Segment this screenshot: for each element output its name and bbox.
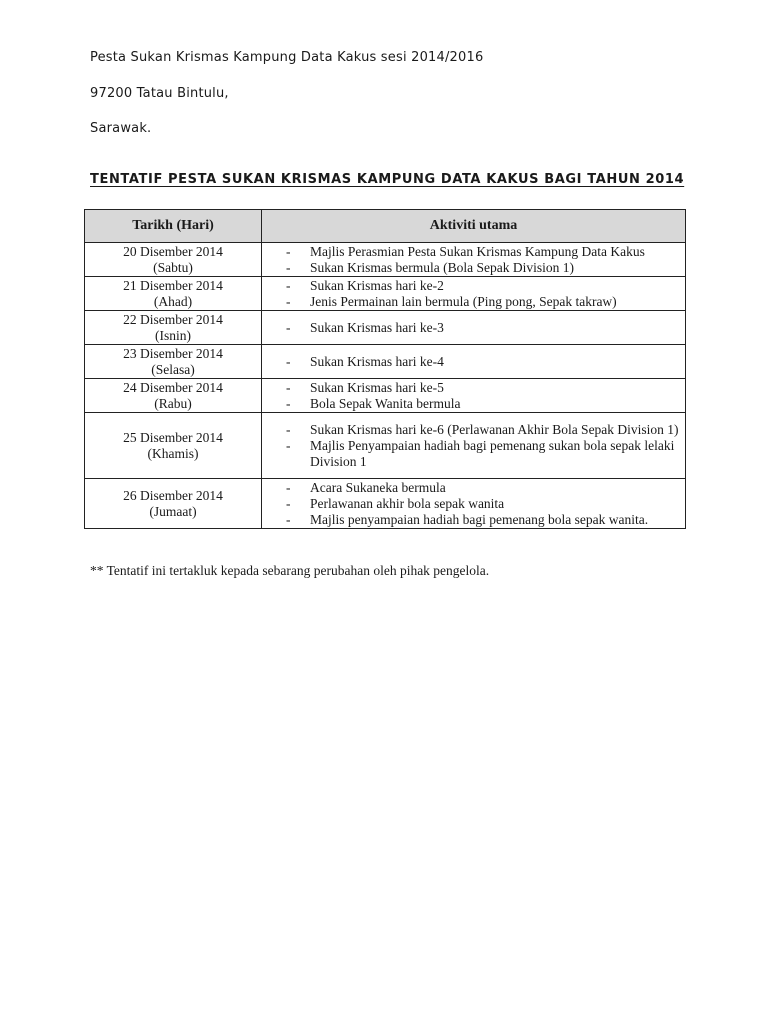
activity-text: Acara Sukaneka bermula	[310, 479, 446, 495]
activity-text: Sukan Krismas bermula (Bola Sepak Division 1)	[310, 259, 574, 275]
activity-text: Majlis Perasmian Pesta Sukan Krismas Kampung Data Kakus	[310, 243, 645, 259]
activity-list	[262, 380, 685, 412]
day-text: (Selasa)	[151, 361, 195, 377]
activity-text: Jenis Permainan lain bermula (Ping pong, Sepak takraw)	[310, 293, 617, 309]
day-text: (Ahad)	[153, 293, 193, 309]
header-line-postcode: 97200 Tatau Bintulu,	[90, 86, 229, 101]
dash-bullet: -	[286, 277, 291, 293]
day-text: (Rabu)	[154, 395, 192, 411]
table-row	[85, 243, 686, 277]
date-cell	[85, 277, 262, 311]
activity-text: Majlis penyampaian hadiah bagi pemenang bola sepak wanita.	[310, 511, 649, 527]
activity-item	[262, 294, 685, 310]
date-text: 23 Disember 2014	[123, 345, 223, 361]
day-text: (Khamis)	[147, 445, 199, 461]
footnote: ** Tentatif ini tertakluk kepada sebarang perubahan oleh pihak pengelola.	[90, 563, 490, 578]
table-header-row	[85, 210, 686, 243]
activities-cell	[262, 379, 686, 413]
day-text: (Jumaat)	[149, 503, 197, 519]
date-cell	[85, 311, 262, 345]
header-line-state: Sarawak.	[90, 121, 152, 136]
dash-bullet: -	[286, 421, 291, 437]
activity-item	[262, 380, 685, 396]
activities-cell	[262, 243, 686, 277]
date-text: 22 Disember 2014	[123, 311, 223, 327]
activity-item	[262, 396, 685, 412]
date-text: 25 Disember 2014	[123, 429, 223, 445]
header-line-event: Pesta Sukan Krismas Kampung Data Kakus sesi 2014/2016	[90, 50, 484, 65]
date-cell	[85, 345, 262, 379]
day-text: (Sabtu)	[153, 259, 193, 275]
table-row	[85, 277, 686, 311]
activity-text: Bola Sepak Wanita bermula	[310, 395, 461, 411]
dash-bullet: -	[286, 243, 291, 259]
activity-list	[262, 354, 685, 370]
dash-bullet: -	[286, 353, 291, 369]
dash-bullet: -	[286, 319, 291, 335]
activities-cell	[262, 311, 686, 345]
column-header-date: Tarikh (Hari)	[85, 210, 262, 243]
column-header-activity: Aktiviti utama	[262, 210, 686, 243]
dash-bullet: -	[286, 437, 291, 453]
activity-item	[262, 278, 685, 294]
date-cell	[85, 413, 262, 479]
activity-text: Sukan Krismas hari ke-6 (Perlawanan Akhir Bola Sepak Division 1)	[310, 421, 679, 437]
date-cell	[85, 379, 262, 413]
date-text: 20 Disember 2014	[123, 243, 223, 259]
dash-bullet: -	[286, 259, 291, 275]
activity-item	[262, 260, 685, 276]
dash-bullet: -	[286, 379, 291, 395]
day-text: (Isnin)	[155, 327, 191, 343]
activities-cell	[262, 345, 686, 379]
table-row	[85, 479, 686, 529]
activity-text: Sukan Krismas hari ke-3	[310, 319, 444, 335]
activity-list	[262, 278, 685, 310]
activities-cell	[262, 413, 686, 479]
schedule-body	[85, 243, 686, 529]
dash-bullet: -	[286, 395, 291, 411]
activity-item	[262, 354, 685, 370]
activity-item	[262, 496, 685, 512]
date-cell	[85, 243, 262, 277]
table-row	[85, 379, 686, 413]
activity-item	[262, 422, 685, 438]
table-row	[85, 311, 686, 345]
schedule-table	[84, 209, 686, 529]
activity-item	[262, 512, 685, 528]
activities-cell	[262, 277, 686, 311]
table-row	[85, 345, 686, 379]
dash-bullet: -	[286, 293, 291, 309]
activity-text: Sukan Krismas hari ke-4	[310, 353, 444, 369]
activity-list	[262, 320, 685, 336]
date-cell	[85, 479, 262, 529]
dash-bullet: -	[286, 479, 291, 495]
activity-item	[262, 480, 685, 496]
document-title: TENTATIF PESTA SUKAN KRISMAS KAMPUNG DATA KAKUS BAGI TAHUN 2014	[90, 172, 685, 187]
activity-item	[262, 438, 685, 470]
activity-list	[262, 480, 685, 528]
activities-cell	[262, 479, 686, 529]
date-text: 26 Disember 2014	[123, 487, 223, 503]
activity-item	[262, 320, 685, 336]
table-row	[85, 413, 686, 479]
activity-list	[262, 244, 685, 276]
dash-bullet: -	[286, 511, 291, 527]
dash-bullet: -	[286, 495, 291, 511]
activity-text: Sukan Krismas hari ke-5	[310, 379, 444, 395]
activity-list	[262, 422, 685, 470]
activity-item	[262, 244, 685, 260]
activity-text: Perlawanan akhir bola sepak wanita	[310, 495, 505, 511]
date-text: 21 Disember 2014	[123, 277, 223, 293]
activity-text: Sukan Krismas hari ke-2	[310, 277, 444, 293]
date-text: 24 Disember 2014	[123, 379, 223, 395]
activity-text: Majlis Penyampaian hadiah bagi pemenang sukan bola sepak lelaki Division 1	[310, 437, 675, 469]
